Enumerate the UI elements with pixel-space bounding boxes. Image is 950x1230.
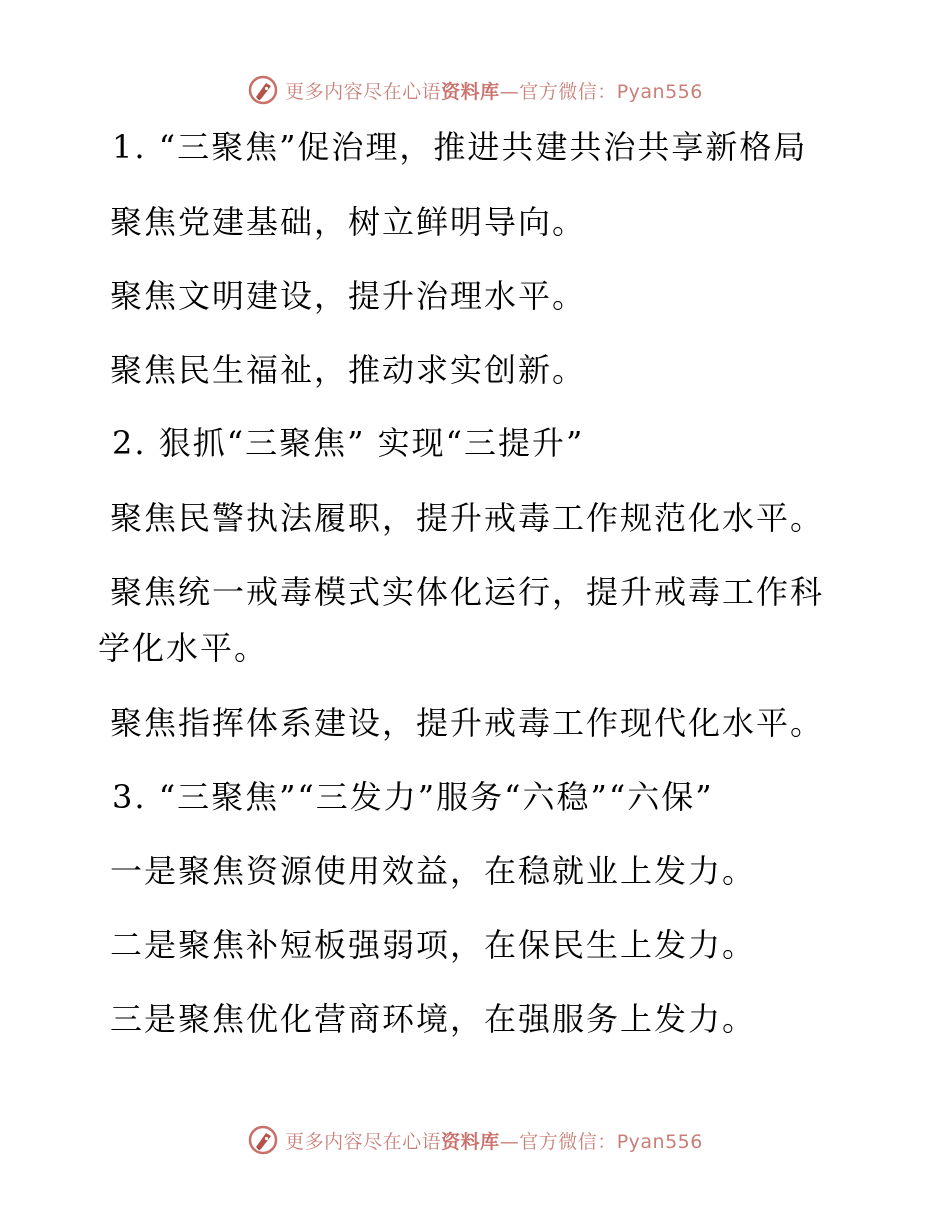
header-watermark-text: 更多内容尽在心语资料库—官方微信：Pyan556: [285, 80, 703, 103]
paragraph-line: 聚焦统一戒毒模式实体化运行，提升戒毒工作科: [110, 573, 825, 611]
paragraph-line: 二是聚焦补短板强弱项，在保民生上发力。: [110, 926, 757, 964]
paragraph-line: 聚焦民生福祉，推动求实创新。: [110, 351, 587, 389]
paragraph-line: 聚焦党建基础，树立鲜明导向。: [110, 203, 587, 241]
paragraph-line: 聚焦民警执法履职，提升戒毒工作规范化水平。: [110, 499, 825, 537]
footer-watermark-text: 更多内容尽在心语资料库—官方微信：Pyan556: [285, 1130, 703, 1153]
section-heading-3: 3. “三聚焦”“三发力”服务“六稳”“六保”: [112, 778, 714, 816]
section-heading-2: 2. 狠抓“三聚焦” 实现“三提升”: [112, 424, 585, 462]
paragraph-line: 三是聚焦优化营商环境，在强服务上发力。: [110, 1000, 757, 1038]
paragraph-line: 一是聚焦资源使用效益，在稳就业上发力。: [110, 852, 757, 890]
header-watermark: [247, 74, 703, 106]
pen-nib-logo-icon: [247, 74, 279, 106]
header-watermark-banner: [0, 70, 950, 110]
footer-watermark: [247, 1124, 703, 1156]
section-heading-1: 1. “三聚焦”促治理，推进共建共治共享新格局: [112, 128, 808, 166]
pen-nib-logo-icon: [247, 1124, 279, 1156]
footer-watermark-banner: [0, 1120, 950, 1160]
paragraph-line-continuation: 学化水平。: [98, 629, 269, 667]
paragraph-line: 聚焦指挥体系建设，提升戒毒工作现代化水平。: [110, 704, 825, 742]
paragraph-line: 聚焦文明建设，提升治理水平。: [110, 277, 587, 315]
